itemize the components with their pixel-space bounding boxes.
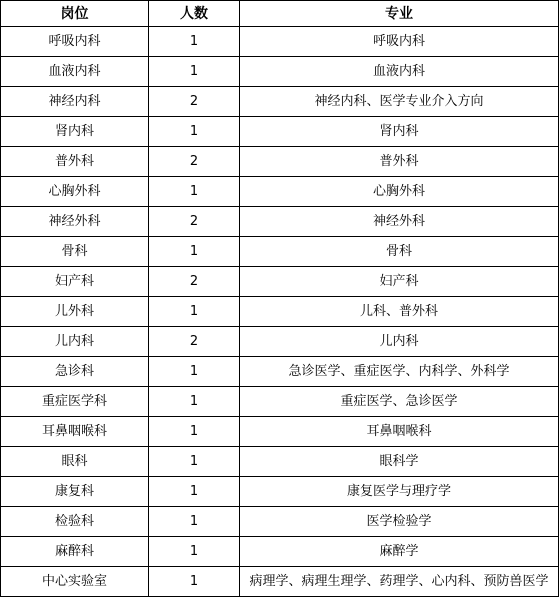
cell-post: 普外科 [1,147,149,177]
cell-count: 1 [149,537,240,567]
cell-major: 病理学、病理生理学、药理学、心内科、预防兽医学 [240,567,559,597]
cell-count: 2 [149,147,240,177]
table-row [1,177,559,207]
table-row [1,387,559,417]
cell-major: 医学检验学 [240,507,559,537]
cell-count: 1 [149,117,240,147]
cell-post: 呼吸内科 [1,27,149,57]
table-row [1,477,559,507]
cell-count: 2 [149,207,240,237]
cell-count: 2 [149,327,240,357]
cell-major: 神经外科 [240,207,559,237]
cell-count: 1 [149,177,240,207]
cell-major: 儿科、普外科 [240,297,559,327]
cell-major: 重症医学、急诊医学 [240,387,559,417]
cell-major: 心胸外科 [240,177,559,207]
cell-count: 1 [149,237,240,267]
table-row [1,537,559,567]
header-post: 岗位 [1,1,149,27]
cell-post: 儿内科 [1,327,149,357]
table-row [1,297,559,327]
table-row [1,147,559,177]
cell-post: 妇产科 [1,267,149,297]
table-row [1,327,559,357]
table-row [1,417,559,447]
cell-count: 1 [149,447,240,477]
table-row [1,27,559,57]
cell-post: 麻醉科 [1,537,149,567]
table-row [1,57,559,87]
cell-major: 神经内科、医学专业介入方向 [240,87,559,117]
cell-post: 康复科 [1,477,149,507]
cell-post: 神经外科 [1,207,149,237]
cell-major: 呼吸内科 [240,27,559,57]
table-row [1,507,559,537]
cell-major: 血液内科 [240,57,559,87]
cell-post: 耳鼻咽喉科 [1,417,149,447]
cell-post: 中心实验室 [1,567,149,597]
cell-post: 儿外科 [1,297,149,327]
table-row [1,237,559,267]
table-row [1,117,559,147]
table-body [1,27,559,597]
cell-post: 心胸外科 [1,177,149,207]
cell-post: 重症医学科 [1,387,149,417]
cell-count: 1 [149,357,240,387]
table-row [1,357,559,387]
cell-count: 1 [149,57,240,87]
cell-count: 2 [149,267,240,297]
cell-post: 血液内科 [1,57,149,87]
cell-major: 肾内科 [240,117,559,147]
cell-major: 急诊医学、重症医学、内科学、外科学 [240,357,559,387]
cell-post: 检验科 [1,507,149,537]
table-row [1,447,559,477]
table-row [1,87,559,117]
cell-count: 1 [149,507,240,537]
cell-count: 1 [149,297,240,327]
table-header-row [1,1,559,27]
cell-count: 1 [149,387,240,417]
table-row [1,567,559,597]
cell-major: 康复医学与理疗学 [240,477,559,507]
table-row [1,267,559,297]
cell-post: 肾内科 [1,117,149,147]
cell-major: 儿内科 [240,327,559,357]
cell-major: 普外科 [240,147,559,177]
table-row [1,207,559,237]
cell-count: 1 [149,477,240,507]
cell-post: 骨科 [1,237,149,267]
cell-major: 骨科 [240,237,559,267]
cell-post: 眼科 [1,447,149,477]
cell-post: 急诊科 [1,357,149,387]
header-major: 专业 [240,1,559,27]
header-count: 人数 [149,1,240,27]
cell-major: 妇产科 [240,267,559,297]
cell-major: 麻醉学 [240,537,559,567]
cell-major: 耳鼻咽喉科 [240,417,559,447]
cell-post: 神经内科 [1,87,149,117]
cell-count: 2 [149,87,240,117]
cell-count: 1 [149,417,240,447]
cell-major: 眼科学 [240,447,559,477]
cell-count: 1 [149,567,240,597]
cell-count: 1 [149,27,240,57]
